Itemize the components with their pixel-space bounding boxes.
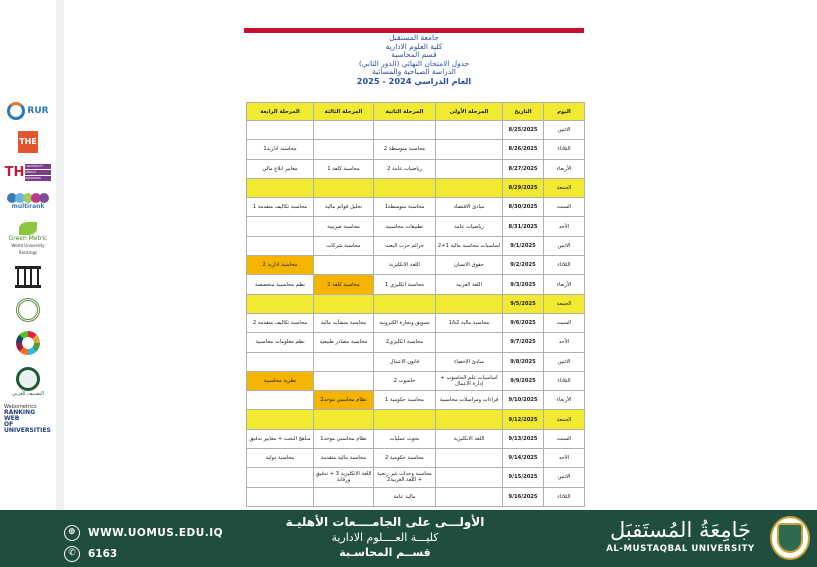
table-cell-day: السبت	[544, 313, 585, 332]
table-cell-s3	[314, 487, 374, 506]
table-cell-date: 9/13/2025	[503, 429, 544, 448]
table-cell-s2: قانون الاعمال	[374, 352, 436, 371]
table-cell-s4	[247, 121, 314, 140]
exam-schedule-document	[244, 28, 584, 508]
table-cell-s1	[436, 178, 503, 197]
table-cell-s3	[314, 371, 374, 390]
table-cell-s2: محاسبة حكومية 1	[374, 391, 436, 410]
multirank-dots-icon	[8, 193, 48, 203]
phone-number[interactable]: ✆ 6163	[64, 546, 117, 562]
table-cell-s1: اللغة العربية	[436, 275, 503, 294]
table-row	[247, 449, 585, 468]
table-cell-s1: مبادئ الإحصاء	[436, 352, 503, 371]
table-cell-s2: محاسبة متوسطة1	[374, 198, 436, 217]
the-impact-rankings-logo: TH UNIVERSITY IMPACT RANKINGS	[4, 160, 52, 184]
table-cell-s1	[436, 140, 503, 159]
table-row	[247, 429, 585, 448]
table-row	[247, 121, 585, 140]
table-cell-s4	[247, 236, 314, 255]
table-cell-s2: محاسبة انكليزي 1	[374, 275, 436, 294]
table-cell-date: 9/14/2025	[503, 449, 544, 468]
column-header: اليوم	[544, 103, 585, 121]
table-cell-s2: محاسبة حكومية 2	[374, 449, 436, 468]
table-cell-s3: محاسبة كلفة 1	[314, 159, 374, 178]
table-cell-s3: محاسبة منشآت مالية	[314, 313, 374, 332]
table-cell-s2: محاسبة متوسطة 2	[374, 140, 436, 159]
table-cell-s1	[436, 159, 503, 178]
table-cell-date: 8/31/2025	[503, 217, 544, 236]
table-cell-s4	[247, 391, 314, 410]
table-cell-day: الثلاثاء	[544, 487, 585, 506]
table-cell-day: الأحد	[544, 449, 585, 468]
table-cell-s3	[314, 178, 374, 197]
table-cell-s4: مناهج البحث + معايير تدقيق	[247, 429, 314, 448]
table-cell-s3	[314, 352, 374, 371]
column-header: التاريخ	[503, 103, 544, 121]
table-cell-s3: محاسبة كلفة 2	[314, 275, 374, 294]
university-logo-text: جَامِعَةُ المُستَقبَل AL-MUSTAQBAL UNIVERSITY	[606, 518, 755, 554]
exam-schedule-table	[246, 102, 585, 507]
webometrics-logo: Webometrics RANKING WEB OF UNIVERSITIES	[4, 404, 51, 434]
rur-logo: RUR	[4, 98, 52, 124]
footer-banner	[0, 510, 817, 567]
academic-year: العام الدراسي 2024 - 2025	[356, 75, 472, 86]
table-cell-s2: محاسبة وحدات غير ربحية + اللغة العربية2	[374, 468, 436, 487]
table-cell-day: الاثنين	[544, 352, 585, 371]
table-cell-s4	[247, 178, 314, 197]
table-cell-s1	[436, 121, 503, 140]
table-cell-date: 9/6/2025	[503, 313, 544, 332]
laurel-seal-icon	[4, 296, 52, 324]
table-cell-s4	[247, 294, 314, 313]
table-cell-date: 9/3/2025	[503, 275, 544, 294]
column-header: المرحلة الثانية	[374, 103, 436, 121]
footer-center-text: الأولـــى على الجامــــعات الأهليـة كليـــة العــــلوم الادارية قســم المحاسـبة	[285, 515, 485, 559]
header-line: الدراسة الصباحية والمسائية	[372, 67, 456, 77]
column-header: المرحلة الأولى	[436, 103, 503, 121]
table-cell-s2: جرائم حزب البعث	[374, 236, 436, 255]
table-row	[247, 468, 585, 487]
header-line: قسم المحاسبة	[391, 50, 437, 60]
phone-icon: ✆	[64, 546, 80, 562]
website-link[interactable]: ⊕ WWW.UOMUS.EDU.IQ	[64, 525, 223, 541]
table-cell-s4	[247, 487, 314, 506]
table-cell-day: الأحد	[544, 217, 585, 236]
table-cell-day: الجمعة	[544, 178, 585, 197]
table-cell-s1: اساسيات محاسبة مالية 1+2	[436, 236, 503, 255]
table-cell-day: الأحد	[544, 333, 585, 352]
table-cell-date: 8/30/2025	[503, 198, 544, 217]
table-cell-s3	[314, 121, 374, 140]
table-cell-s3: تحليل قوائم مالية	[314, 198, 374, 217]
the-logo: THE	[4, 130, 52, 154]
table-cell-s1	[436, 333, 503, 352]
arab-ranking-seal-icon	[16, 367, 40, 391]
table-cell-s2: تسويق وتجارة الكترونية	[374, 313, 436, 332]
table-cell-day: الأربعاء	[544, 391, 585, 410]
table-cell-s1	[436, 487, 503, 506]
table-cell-date: 8/25/2025	[503, 121, 544, 140]
table-cell-date: 9/7/2025	[503, 333, 544, 352]
table-cell-s3: محاسبة مالية متقدمة	[314, 449, 374, 468]
sdg-wheel-icon	[4, 330, 52, 356]
rankings-sidebar	[0, 0, 56, 510]
table-cell-s3: محاسبة مصادر طبيعية	[314, 333, 374, 352]
document-header	[244, 33, 584, 86]
table-body	[247, 121, 585, 507]
table-cell-s4: محاسبة تكاليف متقدمة 2	[247, 313, 314, 332]
table-cell-day: السبت	[544, 198, 585, 217]
table-cell-s3	[314, 410, 374, 429]
leaf-icon	[19, 222, 37, 235]
table-cell-day: الاثنين	[544, 236, 585, 255]
table-cell-s2: مالية عامة	[374, 487, 436, 506]
table-row	[247, 198, 585, 217]
table-cell-day: الاثنين	[544, 121, 585, 140]
table-cell-s2: محاسبة انكليزي2	[374, 333, 436, 352]
table-row	[247, 487, 585, 506]
table-cell-day: الثلاثاء	[544, 371, 585, 390]
table-cell-s1: رياضيات عامة	[436, 217, 503, 236]
rur-ring-icon	[7, 102, 25, 120]
table-row-friday	[247, 294, 585, 313]
table-cell-s3	[314, 294, 374, 313]
table-cell-s4: نظم معلومات محاسبية	[247, 333, 314, 352]
table-cell-day: الجمعة	[544, 294, 585, 313]
table-cell-day: الأربعاء	[544, 275, 585, 294]
table-cell-s2	[374, 294, 436, 313]
table-cell-s1	[436, 468, 503, 487]
table-cell-s3: محاسبة ضريبية	[314, 217, 374, 236]
table-cell-date: 9/10/2025	[503, 391, 544, 410]
table-row-friday	[247, 410, 585, 429]
table-cell-s2: رياضيات عامة 2	[374, 159, 436, 178]
table-cell-date: 8/29/2025	[503, 178, 544, 197]
table-row	[247, 275, 585, 294]
table-cell-date: 9/1/2025	[503, 236, 544, 255]
table-row	[247, 140, 585, 159]
table-row	[247, 352, 585, 371]
column-header: المرحلة الرابعة	[247, 103, 314, 121]
table-cell-s1: مبادئ الاقتصاد	[436, 198, 503, 217]
greenmetric-logo: Green Metric World University Rankings	[4, 222, 52, 256]
table-cell-s3	[314, 256, 374, 275]
table-row	[247, 391, 585, 410]
table-cell-s4	[247, 410, 314, 429]
table-cell-day: الثلاثاء	[544, 256, 585, 275]
table-cell-day: الأربعاء	[544, 159, 585, 178]
table-cell-s4: محاسبة ادارية 2	[247, 256, 314, 275]
table-cell-day: الجمعة	[544, 410, 585, 429]
table-cell-s2: حاسوب 2	[374, 371, 436, 390]
table-row	[247, 371, 585, 390]
table-cell-s1	[436, 294, 503, 313]
table-cell-s3: محاسبة شركات	[314, 236, 374, 255]
table-row	[247, 159, 585, 178]
arab-ranking-logo: التصنيف العربي	[4, 364, 52, 400]
table-cell-s4: محاسبة دولية	[247, 449, 314, 468]
table-cell-s3	[314, 140, 374, 159]
table-row	[247, 217, 585, 236]
table-cell-s1: اساسيات علم الحاسوب + إدارة الاعمال	[436, 371, 503, 390]
multirank-logo: multirank	[4, 188, 52, 214]
table-cell-date: 9/8/2025	[503, 352, 544, 371]
table-cell-date: 9/16/2025	[503, 487, 544, 506]
table-row	[247, 313, 585, 332]
globe-icon: ⊕	[64, 525, 80, 541]
table-cell-s1: حقوق الانسان	[436, 256, 503, 275]
table-cell-s4	[247, 352, 314, 371]
table-row	[247, 333, 585, 352]
table-cell-date: 9/2/2025	[503, 256, 544, 275]
table-cell-s4	[247, 468, 314, 487]
table-cell-s1: قراءات ومراسلات محاسبية	[436, 391, 503, 410]
table-cell-s3: نظام محاسبي موحد1	[314, 429, 374, 448]
table-cell-s4: نظرية محاسبية	[247, 371, 314, 390]
table-cell-s2	[374, 121, 436, 140]
sidebar-divider	[56, 0, 64, 510]
table-cell-s2	[374, 410, 436, 429]
table-row	[247, 256, 585, 275]
table-cell-s1: اللغة الانكليزية	[436, 429, 503, 448]
table-cell-day: الثلاثاء	[544, 140, 585, 159]
table-cell-s4: معايير ابلاغ مالي	[247, 159, 314, 178]
header-line: جدول الامتحان النهائي (الدور الثاني)	[358, 58, 470, 68]
table-cell-s4: نظم محاسبية متخصصة	[247, 275, 314, 294]
table-cell-s1	[436, 410, 503, 429]
table-cell-s2: اللغة الانكليزية	[374, 256, 436, 275]
table-cell-s2: تطبيقات محاسبية	[374, 217, 436, 236]
table-header-row	[247, 103, 585, 121]
table-cell-date: 9/5/2025	[503, 294, 544, 313]
table-cell-s4: محاسبة تكاليف متقدمة 1	[247, 198, 314, 217]
table-cell-s2: بحوث عمليات	[374, 429, 436, 448]
table-cell-s4: محاسبة ادارية1	[247, 140, 314, 159]
table-cell-date: 8/26/2025	[503, 140, 544, 159]
university-seal-icon	[770, 516, 810, 560]
table-row	[247, 236, 585, 255]
header-line: جامعة المستقبل	[389, 33, 439, 42]
table-cell-s1	[436, 449, 503, 468]
header-line: كلية العلوم الادارية	[385, 41, 443, 51]
table-cell-s2	[374, 178, 436, 197]
table-row-friday	[247, 178, 585, 197]
table-cell-s3: اللغة الانكليزية 3 + تدقيق ورقابة	[314, 468, 374, 487]
column-header: المرحلة الثالثة	[314, 103, 374, 121]
table-cell-date: 9/9/2025	[503, 371, 544, 390]
table-cell-date: 9/12/2025	[503, 410, 544, 429]
table-cell-s3: نظام محاسبي موحد2	[314, 391, 374, 410]
table-cell-s1: محاسبة مالية 2&1	[436, 313, 503, 332]
table-cell-date: 9/15/2025	[503, 468, 544, 487]
table-cell-day: الاثنين	[544, 468, 585, 487]
table-cell-day: السبت	[544, 429, 585, 448]
table-cell-s4	[247, 217, 314, 236]
pillars-icon	[4, 264, 52, 290]
table-cell-date: 8/27/2025	[503, 159, 544, 178]
